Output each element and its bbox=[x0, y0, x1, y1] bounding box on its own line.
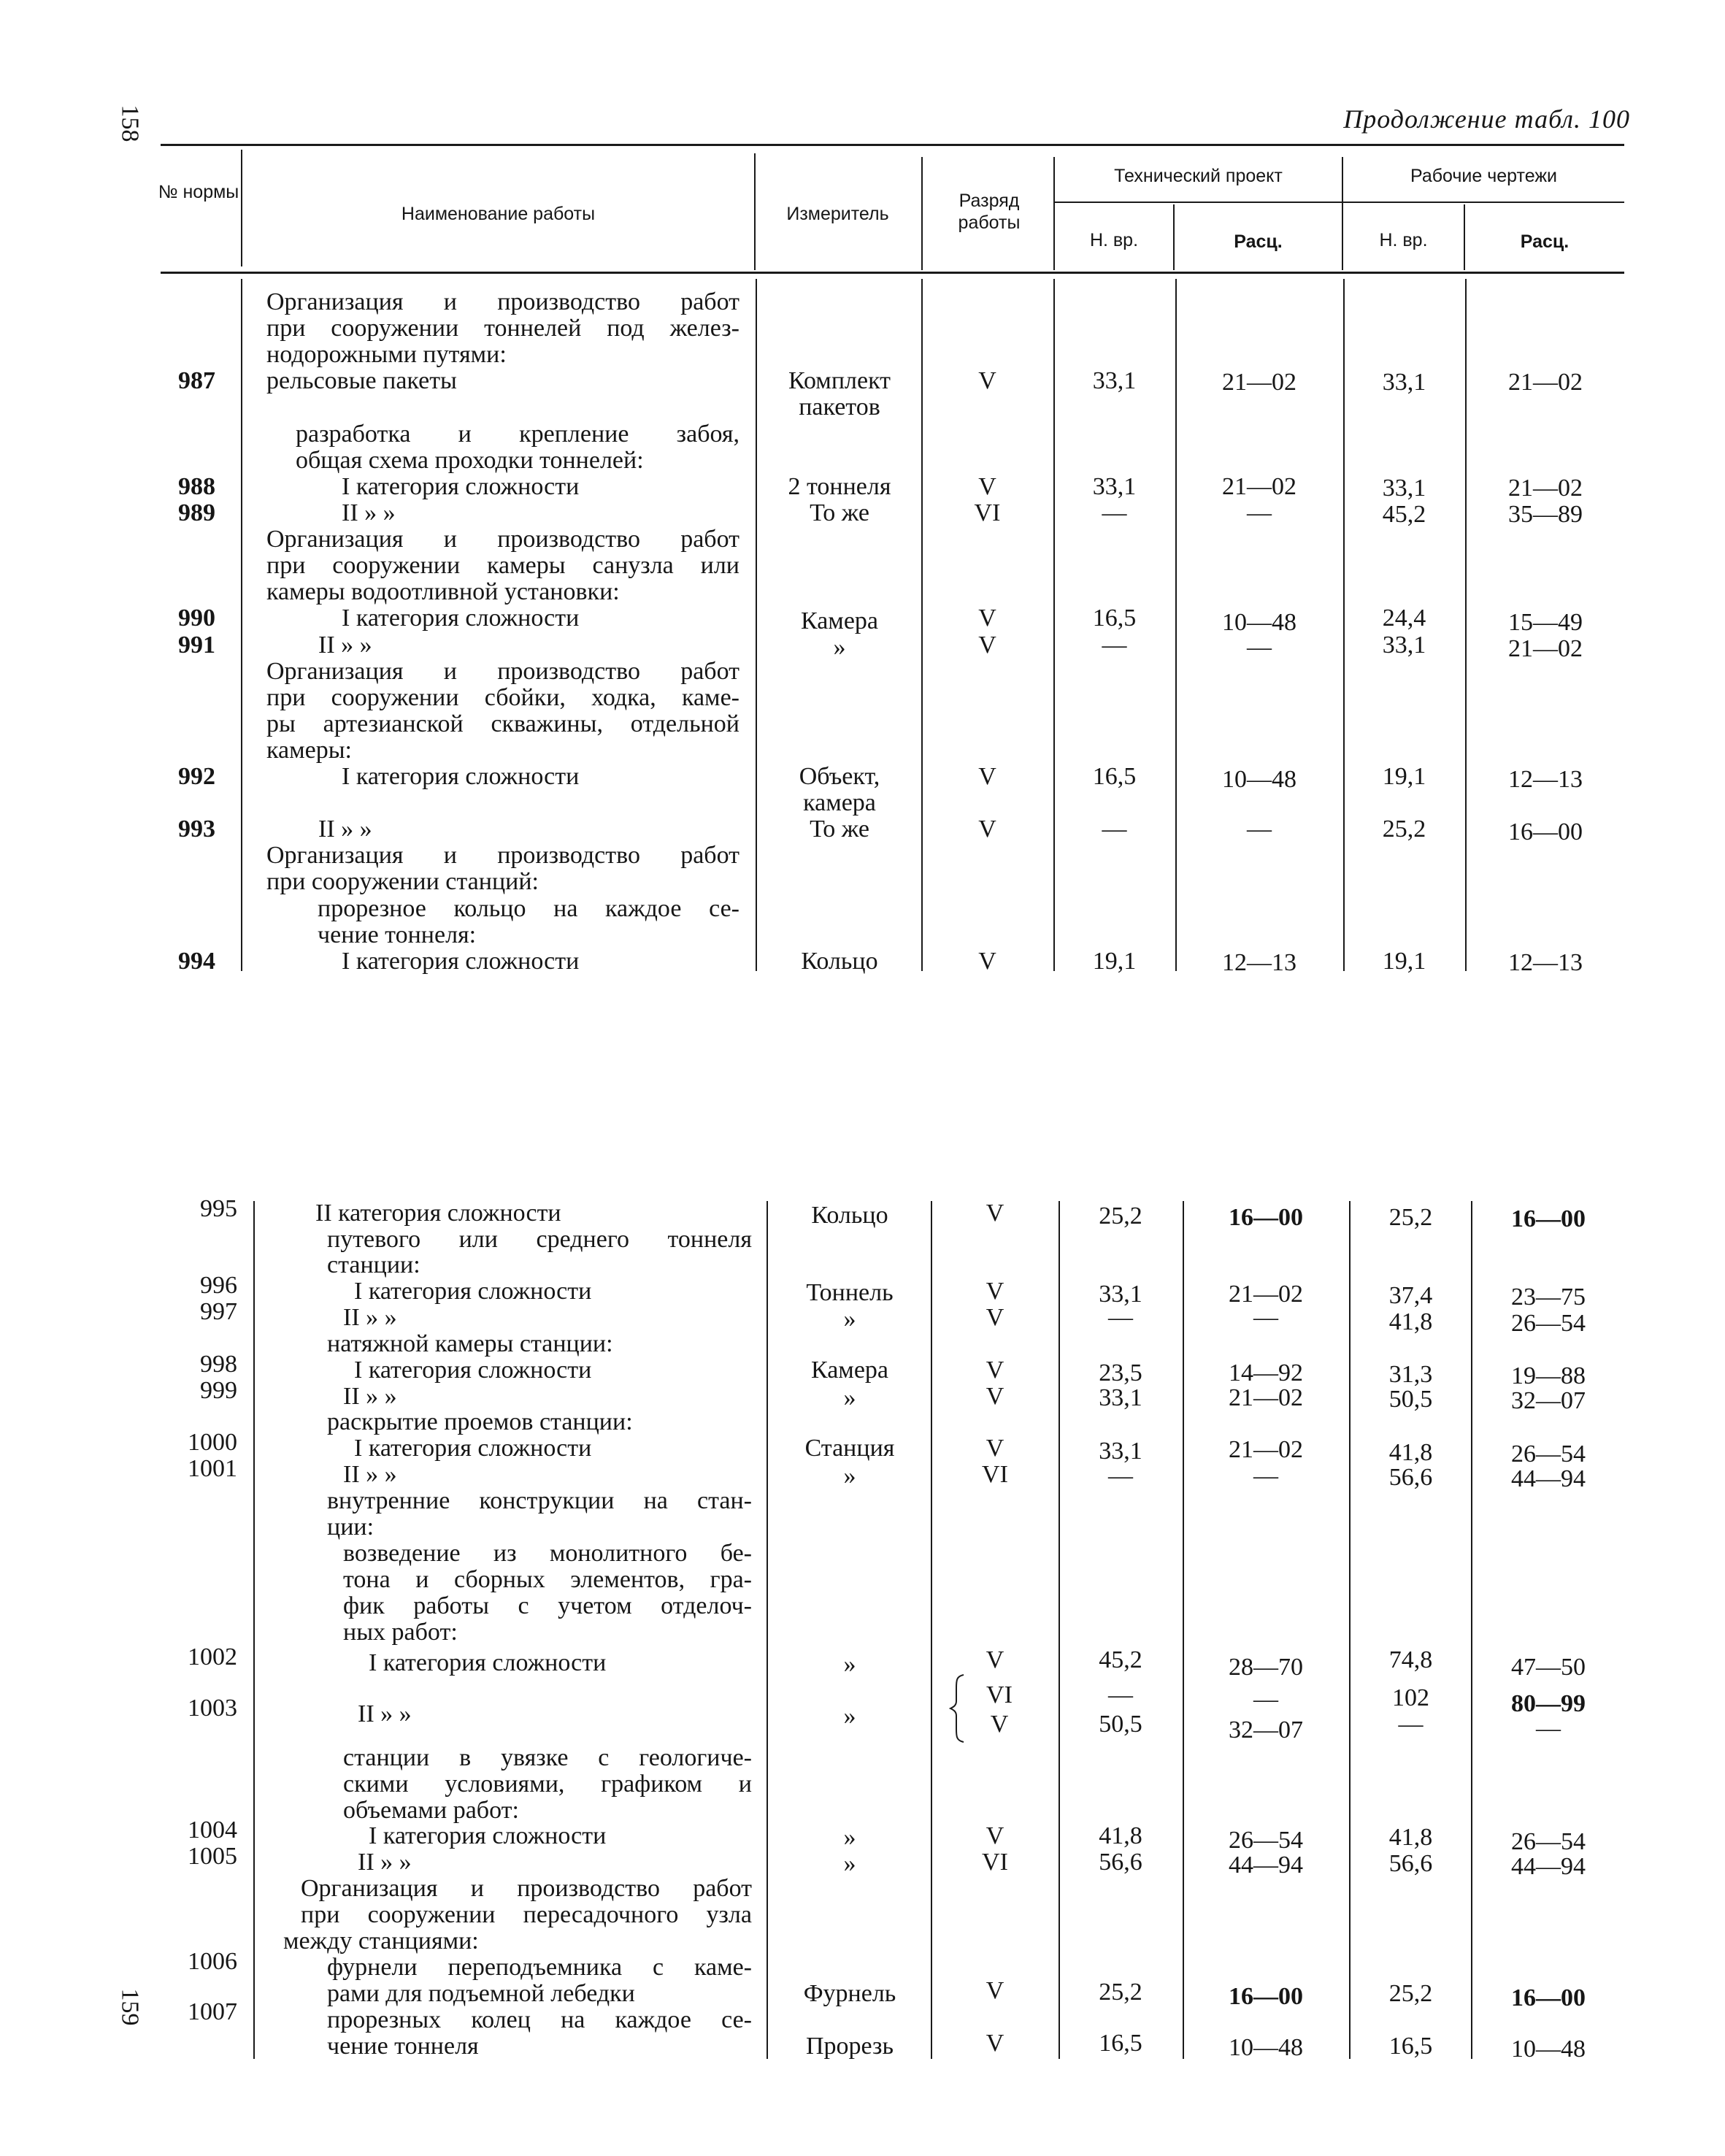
tech-price-cell: 21—02 bbox=[1222, 473, 1296, 500]
work-time-norm-cell: 33,1 bbox=[1382, 369, 1426, 396]
header-sub-rule-work bbox=[1343, 202, 1624, 203]
grade-cell: V bbox=[986, 1646, 1004, 1673]
work-time-norm-cell: 41,8 bbox=[1388, 1308, 1433, 1335]
work-text: камеры водоотливной установки: bbox=[266, 578, 620, 605]
header-work-time-norm: Н. вр. bbox=[1379, 230, 1428, 250]
work-text: внутренние конструкции на стан- bbox=[327, 1487, 752, 1514]
grade-cell: V bbox=[986, 1357, 1004, 1384]
work-text: I категория сложности bbox=[342, 763, 580, 790]
tech-price-cell: 10—48 bbox=[1222, 609, 1296, 636]
tech-time-norm-cell: 33,1 bbox=[1092, 367, 1137, 394]
work-text: II категория сложности bbox=[315, 1200, 561, 1227]
header-tech-project: Технический проект bbox=[1114, 166, 1283, 186]
header-grade: Разряд работы bbox=[958, 191, 1021, 233]
grade-cell: V bbox=[986, 1383, 1004, 1410]
norm-number: 1005 bbox=[188, 1843, 237, 1870]
tech-time-norm-cell: 45,2 bbox=[1099, 1646, 1142, 1673]
tech-price-cell: 21—02 bbox=[1229, 1281, 1303, 1308]
tech-time-norm-cell: 33,1 bbox=[1099, 1384, 1142, 1411]
work-time-norm-cell: 56,6 bbox=[1388, 1464, 1433, 1491]
grade-cell: V bbox=[986, 1822, 1004, 1849]
header-top-rule bbox=[161, 144, 1624, 146]
norm-number: 1003 bbox=[188, 1695, 237, 1722]
work-time-norm-cell: 25,2 bbox=[1388, 1204, 1433, 1231]
work-text: общая схема проходки тоннелей: bbox=[296, 447, 644, 474]
tech-price-cell: 21—02 bbox=[1229, 1384, 1303, 1411]
work-price-cell: 15—49 bbox=[1508, 609, 1583, 636]
work-text: Организация и производство работ bbox=[266, 842, 739, 869]
work-text: фик работы с учетом отделоч- bbox=[343, 1592, 752, 1619]
norm-number: 987 bbox=[178, 367, 215, 394]
work-text: II » » bbox=[343, 1461, 397, 1488]
page-number-top: 158 bbox=[116, 104, 144, 142]
grade-cell: V bbox=[978, 948, 996, 975]
unit-cell: Тоннель bbox=[806, 1279, 894, 1306]
norm-number: 996 bbox=[200, 1272, 237, 1299]
work-time-norm-cell: 19,1 bbox=[1382, 763, 1426, 790]
grade-cell: V bbox=[986, 2030, 1004, 2057]
work-text: чение тоннеля: bbox=[318, 921, 477, 948]
grade-cell: VI bbox=[986, 1681, 1013, 1708]
tech-time-norm-cell: 50,5 bbox=[1099, 1711, 1142, 1738]
norm-number: 1007 bbox=[188, 1998, 237, 2025]
unit-cell: » bbox=[843, 1651, 856, 1678]
tech-time-norm-cell: 16,5 bbox=[1092, 763, 1137, 790]
norm-number: 1004 bbox=[188, 1817, 237, 1844]
work-text: I категория сложности bbox=[369, 1649, 607, 1676]
work-price-cell: 12—13 bbox=[1508, 766, 1583, 793]
grade-cell: V bbox=[978, 473, 996, 500]
grade-cell: V bbox=[986, 1278, 1004, 1305]
work-time-norm-cell: 25,2 bbox=[1388, 1980, 1433, 2007]
work-text: раскрытие проемов станции: bbox=[327, 1408, 633, 1435]
tech-price-cell: — bbox=[1253, 1304, 1278, 1331]
norm-number: 988 bbox=[178, 473, 215, 500]
tech-price-cell: — bbox=[1247, 499, 1272, 526]
tech-price-cell: 44—94 bbox=[1229, 1852, 1303, 1879]
work-time-norm-cell: 56,6 bbox=[1388, 1850, 1433, 1877]
tech-time-norm-cell: 41,8 bbox=[1099, 1822, 1142, 1849]
work-text: I категория сложности bbox=[354, 1435, 592, 1462]
work-text: чение тоннеля bbox=[327, 2033, 479, 2060]
tech-price-cell: 16—00 bbox=[1229, 1983, 1303, 2010]
norm-number: 995 bbox=[200, 1195, 237, 1222]
tech-time-norm-cell: — bbox=[1102, 632, 1127, 659]
work-text: II » » bbox=[342, 499, 396, 526]
grade-cell: VI bbox=[982, 1461, 1008, 1488]
unit-cell: То же bbox=[810, 816, 869, 843]
work-time-norm-cell: 24,4 bbox=[1382, 605, 1426, 632]
grade-cell: V bbox=[990, 1711, 1009, 1738]
work-text: II » » bbox=[358, 1849, 412, 1876]
work-text: II » » bbox=[318, 816, 372, 843]
tech-time-norm-cell: 33,1 bbox=[1092, 473, 1137, 500]
work-time-norm-cell: 41,8 bbox=[1388, 1824, 1433, 1851]
norm-number: 994 bbox=[178, 948, 215, 975]
unit-cell: Камера bbox=[810, 1357, 889, 1384]
unit-cell: Фурнель bbox=[803, 1980, 896, 2007]
unit-cell: Камера bbox=[800, 607, 879, 634]
work-price-cell: 35—89 bbox=[1508, 501, 1583, 528]
tech-price-cell: 28—70 bbox=[1229, 1654, 1303, 1681]
header-divider bbox=[241, 150, 242, 266]
tech-price-cell: 21—02 bbox=[1229, 1436, 1303, 1463]
unit-cell: Кольцо bbox=[811, 1202, 888, 1229]
column-divider bbox=[921, 279, 923, 971]
work-price-cell: 19—88 bbox=[1511, 1362, 1586, 1389]
grade-cell: V bbox=[978, 632, 996, 659]
tech-price-cell: 26—54 bbox=[1229, 1827, 1303, 1854]
tech-price-cell: — bbox=[1247, 634, 1272, 661]
work-text: рами для подъемной лебедки bbox=[327, 1980, 635, 2007]
tech-price-cell: — bbox=[1247, 816, 1272, 843]
work-text: станции: bbox=[327, 1251, 420, 1278]
grade-cell: V bbox=[986, 1977, 1004, 2004]
header-bottom-rule bbox=[161, 272, 1624, 274]
work-time-norm-cell: 41,8 bbox=[1388, 1439, 1433, 1466]
work-text: I категория сложности bbox=[342, 605, 580, 632]
work-text: ции: bbox=[327, 1514, 374, 1541]
work-text: Организация и производство работ bbox=[266, 288, 739, 315]
tech-time-norm-cell: 33,1 bbox=[1099, 1438, 1142, 1465]
tech-time-norm-cell: 25,2 bbox=[1099, 1979, 1142, 2006]
work-text: ры артезианской скважины, отдельной bbox=[266, 710, 739, 737]
work-price-cell: 16—00 bbox=[1511, 1984, 1586, 2011]
unit-cell: Кольцо bbox=[801, 948, 878, 975]
work-text: Организация и производство работ bbox=[266, 658, 739, 685]
norm-number: 992 bbox=[178, 763, 215, 790]
grade-cell: V bbox=[986, 1304, 1004, 1331]
tech-time-norm-cell: 16,5 bbox=[1099, 2030, 1142, 2057]
work-text: разработка и крепление забоя, bbox=[296, 421, 739, 448]
unit-cell: Объект, bbox=[799, 763, 880, 790]
tech-time-norm-cell: — bbox=[1102, 499, 1127, 526]
norm-number: 993 bbox=[178, 816, 215, 843]
tech-price-cell: 10—48 bbox=[1222, 766, 1296, 793]
work-time-norm-cell: 31,3 bbox=[1388, 1361, 1433, 1388]
norm-number: 990 bbox=[178, 605, 215, 632]
work-text: скими условиями, графиком и bbox=[343, 1771, 752, 1798]
tech-time-norm-cell: 56,6 bbox=[1099, 1849, 1142, 1876]
unit-cell: 2 тоннеля bbox=[788, 473, 891, 500]
norm-number: 989 bbox=[178, 499, 215, 526]
work-time-norm-cell: 102 bbox=[1392, 1684, 1429, 1711]
grade-cell: V bbox=[986, 1200, 1004, 1227]
work-text: Организация и производство работ bbox=[266, 526, 739, 553]
work-text: II » » bbox=[343, 1383, 397, 1410]
work-text: между станциями: bbox=[283, 1927, 479, 1954]
work-text: I категория сложности bbox=[342, 473, 580, 500]
tech-price-cell: 12—13 bbox=[1222, 949, 1296, 976]
tech-price-cell: 21—02 bbox=[1222, 369, 1296, 396]
tech-time-norm-cell: — bbox=[1108, 1304, 1133, 1331]
work-text: фурнели переподъемника с каме- bbox=[327, 1954, 752, 1981]
header-tech-price: Расц. bbox=[1234, 231, 1283, 252]
tech-price-cell: 10—48 bbox=[1229, 2034, 1303, 2061]
work-text: при сооружении сбойки, ходка, каме- bbox=[266, 684, 739, 711]
work-price-cell: 47—50 bbox=[1511, 1654, 1586, 1681]
work-price-cell: 10—48 bbox=[1511, 2036, 1586, 2063]
unit-cell: Станция bbox=[804, 1435, 895, 1462]
work-text: прорезных колец на каждое се- bbox=[327, 2006, 752, 2033]
tech-price-cell: — bbox=[1253, 1462, 1278, 1489]
header-norm-no: № нормы bbox=[158, 182, 239, 202]
column-divider bbox=[756, 279, 757, 971]
grade-cell: V bbox=[978, 367, 996, 394]
work-time-norm-cell: 19,1 bbox=[1382, 948, 1426, 975]
work-text: прорезное кольцо на каждое се- bbox=[318, 895, 739, 922]
unit-cell: пакетов bbox=[799, 394, 880, 421]
unit-cell: » bbox=[843, 1703, 856, 1730]
work-text: при сооружении камеры санузла или bbox=[266, 552, 739, 579]
work-price-cell: 16—00 bbox=[1511, 1205, 1586, 1232]
table-caption: Продолжение табл. 100 bbox=[1343, 104, 1630, 134]
norm-number: 999 bbox=[200, 1377, 237, 1404]
unit-cell: » bbox=[843, 1824, 856, 1851]
work-time-norm-cell: 37,4 bbox=[1388, 1282, 1433, 1309]
work-price-cell: 32—07 bbox=[1511, 1387, 1586, 1414]
work-text: I категория сложности bbox=[369, 1822, 607, 1849]
grade-cell: V bbox=[978, 816, 996, 843]
work-time-norm-cell: 16,5 bbox=[1388, 2033, 1433, 2060]
column-divider bbox=[241, 279, 242, 971]
header-sub-rule-tech bbox=[1055, 202, 1343, 203]
grade-cell: V bbox=[978, 763, 996, 790]
work-price-cell: 12—13 bbox=[1508, 949, 1583, 976]
norm-number: 1002 bbox=[188, 1643, 237, 1670]
unit-cell: » bbox=[843, 1462, 856, 1489]
norm-number: 998 bbox=[200, 1351, 237, 1378]
header-tech-time-norm: Н. вр. bbox=[1089, 230, 1139, 250]
unit-cell: » bbox=[843, 1384, 856, 1411]
norm-number: 1006 bbox=[188, 1948, 237, 1975]
unit-cell: камера bbox=[803, 789, 876, 816]
grade-cell: V bbox=[986, 1435, 1004, 1462]
work-text: II » » bbox=[318, 632, 372, 659]
page-number-bottom: 159 bbox=[116, 1988, 144, 2026]
work-text: Организация и производство работ bbox=[301, 1875, 752, 1902]
header-work-price: Расц. bbox=[1520, 231, 1570, 252]
work-price-cell: 26—54 bbox=[1511, 1828, 1586, 1855]
work-text: объемами работ: bbox=[343, 1797, 519, 1824]
grade-cell: VI bbox=[974, 499, 1001, 526]
unit-cell: То же bbox=[810, 499, 869, 526]
tech-price-cell: 32—07 bbox=[1229, 1716, 1303, 1743]
work-time-norm-cell: 74,8 bbox=[1388, 1646, 1433, 1673]
work-time-norm-cell: — bbox=[1398, 1711, 1424, 1738]
work-text: нодорожными путями: bbox=[266, 341, 507, 368]
work-text: рельсовые пакеты bbox=[266, 367, 457, 394]
header-working-drawings: Рабочие чертежи bbox=[1410, 166, 1558, 186]
norm-number: 991 bbox=[178, 632, 215, 659]
norm-number: 1000 bbox=[188, 1429, 237, 1456]
work-text: ных работ: bbox=[343, 1619, 458, 1646]
tech-time-norm-cell: 33,1 bbox=[1099, 1281, 1142, 1308]
work-time-norm-cell: 33,1 bbox=[1382, 632, 1426, 659]
work-text: при сооружении станций: bbox=[266, 868, 539, 895]
tech-time-norm-cell: 16,5 bbox=[1092, 605, 1137, 632]
work-price-cell: 21—02 bbox=[1508, 475, 1583, 502]
work-text: I категория сложности bbox=[354, 1278, 592, 1305]
unit-cell: Прорезь bbox=[806, 2033, 894, 2060]
tech-time-norm-cell: 19,1 bbox=[1092, 948, 1137, 975]
unit-cell: » bbox=[843, 1305, 856, 1332]
header-divider bbox=[921, 157, 923, 270]
work-text: I категория сложности bbox=[342, 948, 580, 975]
work-text: камеры: bbox=[266, 737, 352, 764]
work-text: путевого или среднего тоннеля bbox=[327, 1226, 752, 1253]
work-price-cell: 21—02 bbox=[1508, 369, 1583, 396]
norm-number: 997 bbox=[200, 1298, 237, 1325]
unit-cell: Комплект bbox=[788, 367, 891, 394]
work-time-norm-cell: 45,2 bbox=[1382, 501, 1426, 528]
column-divider bbox=[253, 1201, 255, 2059]
work-price-cell: 16—00 bbox=[1508, 818, 1583, 845]
header-unit: Измеритель bbox=[786, 204, 889, 224]
grade-cell: V bbox=[978, 605, 996, 632]
work-text: натяжной камеры станции: bbox=[327, 1330, 613, 1357]
tech-price-cell: — bbox=[1253, 1686, 1278, 1713]
tech-time-norm-cell: 23,5 bbox=[1099, 1359, 1142, 1386]
work-text: при сооружении тоннелей под желез- bbox=[266, 315, 739, 342]
tech-price-cell: 16—00 bbox=[1229, 1204, 1303, 1231]
tech-price-cell: 14—92 bbox=[1229, 1359, 1303, 1386]
tech-time-norm-cell: — bbox=[1102, 816, 1127, 843]
norm-number: 1001 bbox=[188, 1455, 237, 1482]
unit-cell: » bbox=[843, 1850, 856, 1877]
work-price-cell: 21—02 bbox=[1508, 635, 1583, 662]
work-text: I категория сложности bbox=[354, 1357, 592, 1384]
column-divider bbox=[931, 1201, 932, 2059]
work-text: тона и сборных элементов, гра- bbox=[343, 1566, 752, 1593]
unit-cell: » bbox=[833, 634, 846, 661]
grade-cell: VI bbox=[982, 1849, 1008, 1876]
tech-time-norm-cell: 25,2 bbox=[1099, 1202, 1142, 1229]
work-price-cell: 26—54 bbox=[1511, 1440, 1586, 1468]
tech-time-norm-cell: — bbox=[1108, 1462, 1133, 1489]
work-text: II » » bbox=[343, 1304, 397, 1331]
work-text: II » » bbox=[358, 1700, 412, 1727]
header-work-name: Наименование работы bbox=[401, 204, 596, 224]
work-price-cell: 23—75 bbox=[1511, 1284, 1586, 1311]
work-time-norm-cell: 50,5 bbox=[1388, 1386, 1433, 1413]
work-time-norm-cell: 25,2 bbox=[1382, 816, 1426, 843]
work-price-cell: 44—94 bbox=[1511, 1853, 1586, 1880]
work-price-cell: 44—94 bbox=[1511, 1465, 1586, 1492]
work-price-cell: 80—99 bbox=[1511, 1690, 1586, 1717]
work-time-norm-cell: 33,1 bbox=[1382, 475, 1426, 502]
work-text: станции в увязке с геологиче- bbox=[343, 1744, 752, 1771]
column-divider bbox=[767, 1201, 768, 2059]
work-text: возведение из монолитного бе- bbox=[343, 1540, 752, 1567]
work-price-cell: — bbox=[1536, 1715, 1561, 1742]
tech-time-norm-cell: — bbox=[1108, 1681, 1133, 1708]
work-price-cell: 26—54 bbox=[1511, 1310, 1586, 1337]
work-text: при сооружении пересадочного узла bbox=[301, 1901, 752, 1928]
